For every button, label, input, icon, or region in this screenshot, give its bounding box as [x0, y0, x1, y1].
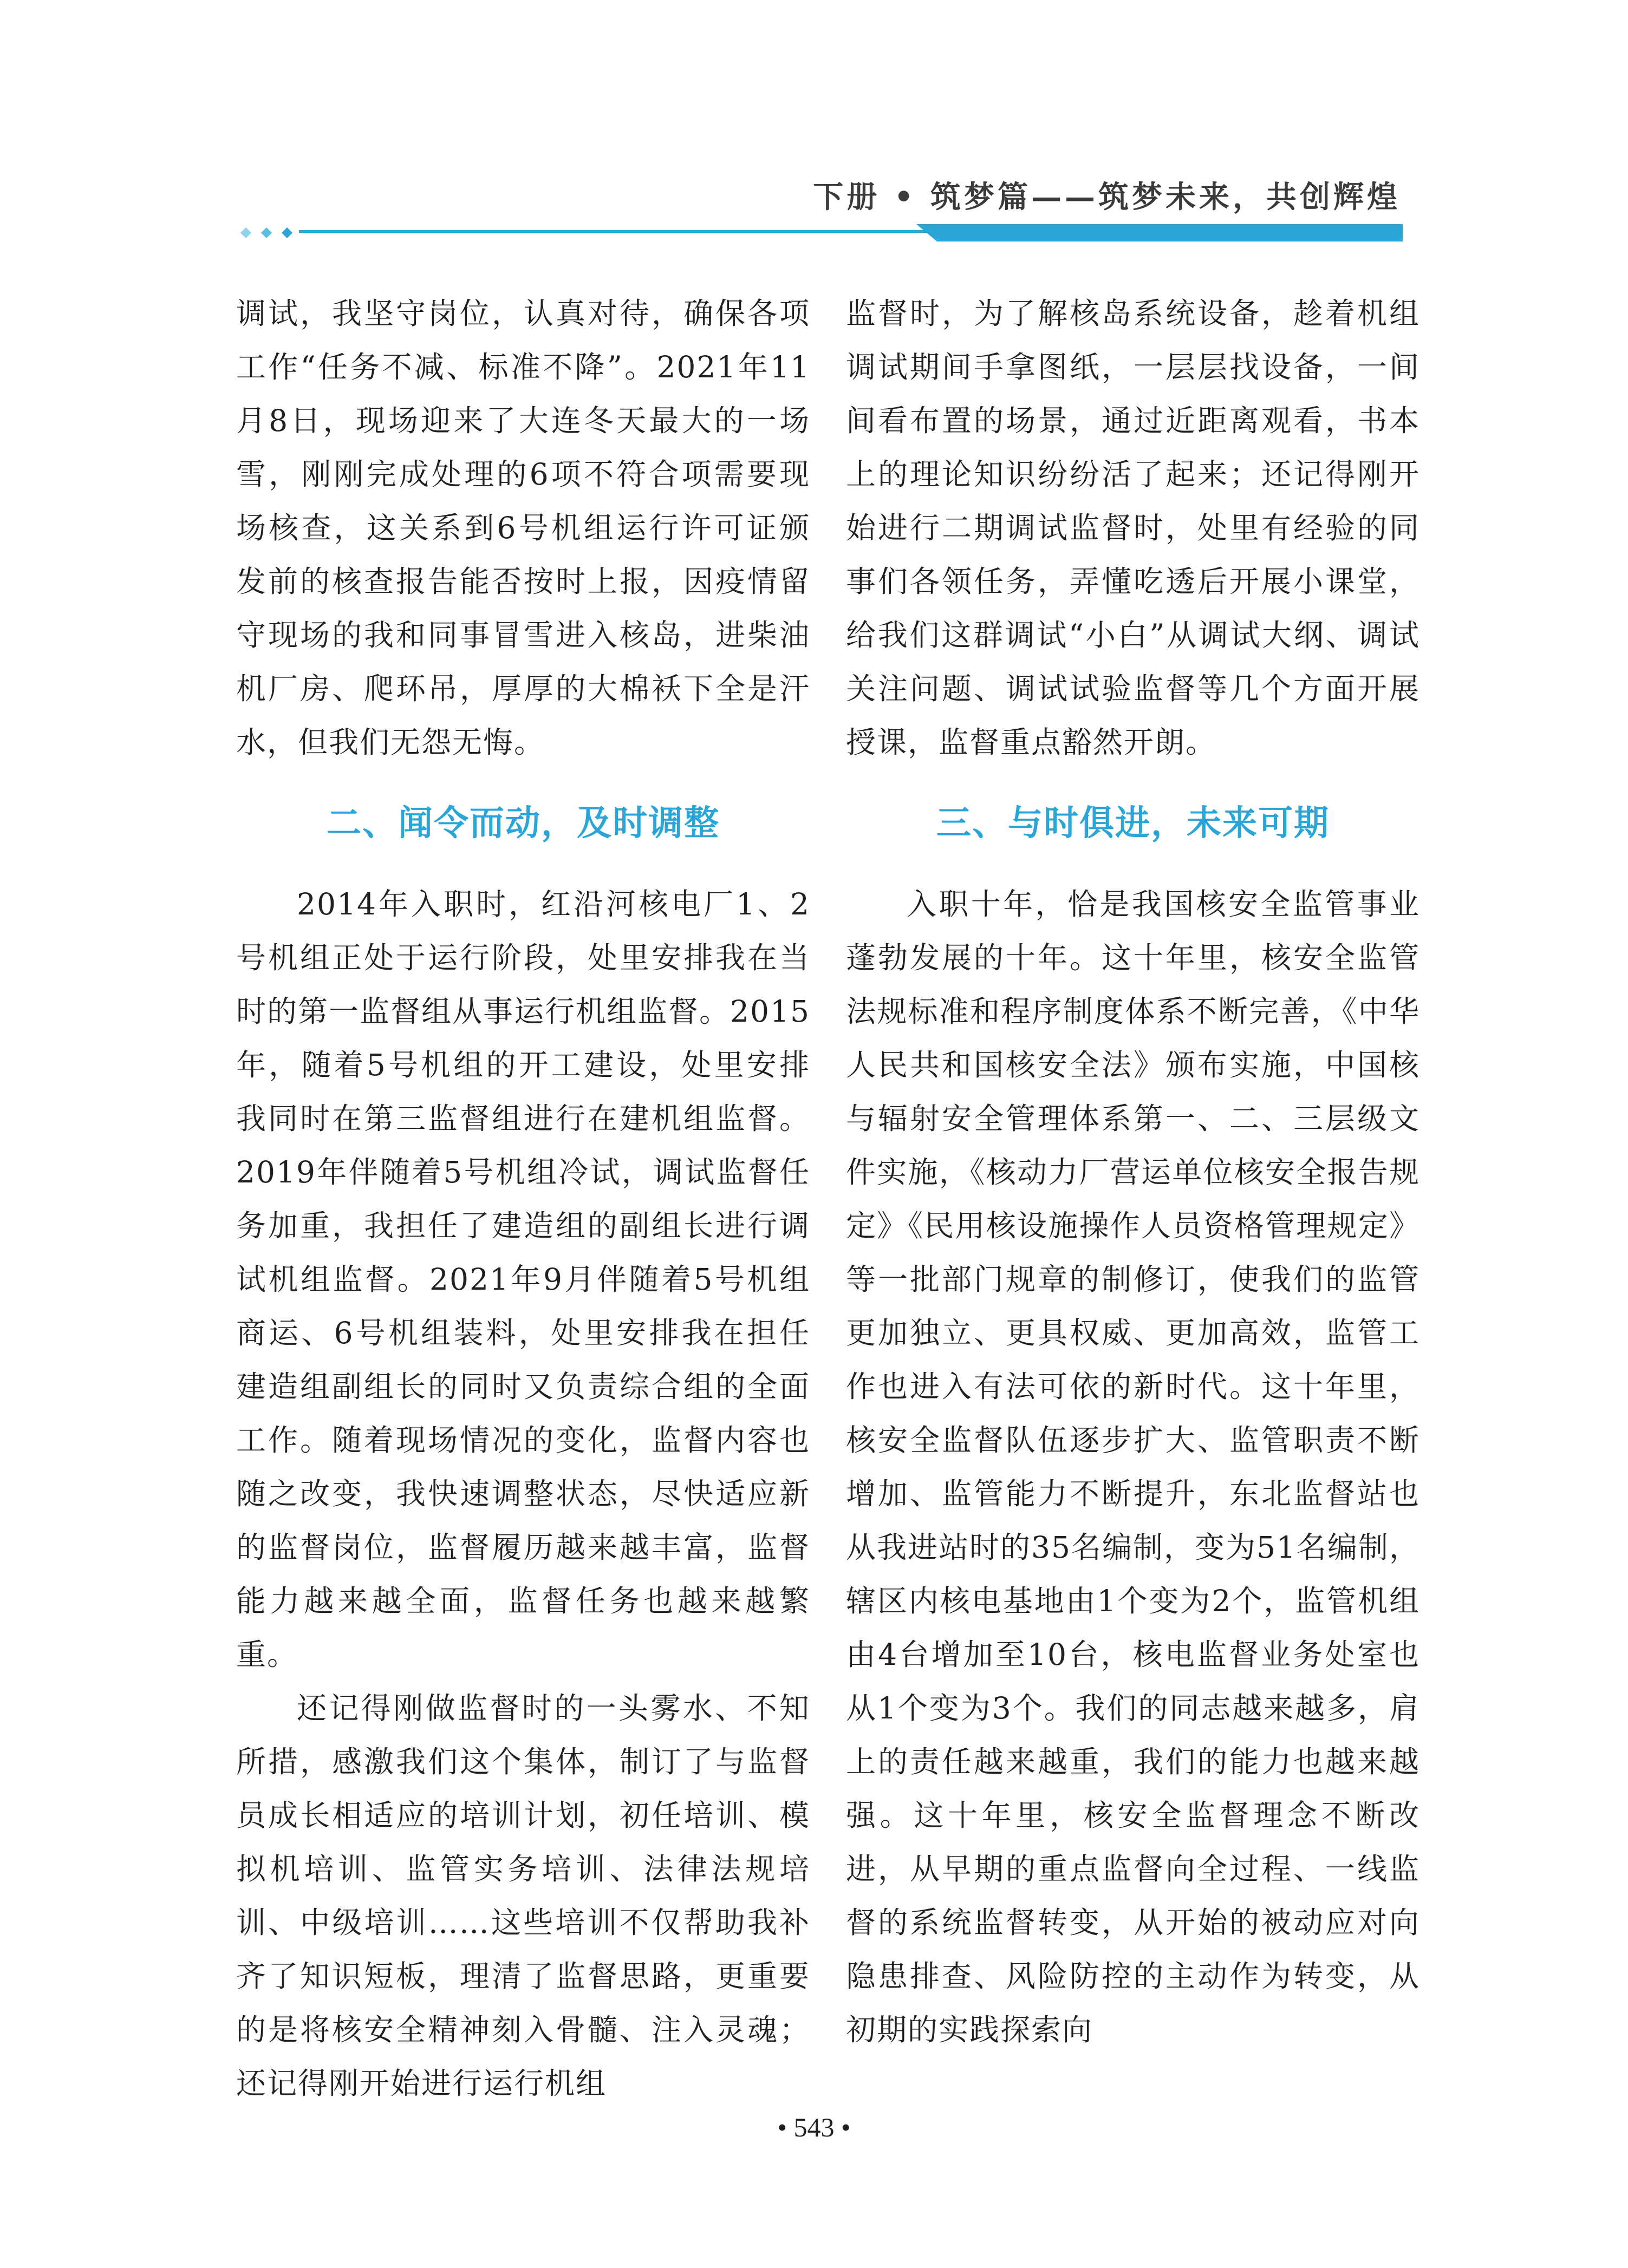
running-header-title: 下册 • 筑梦篇——筑梦未来，共创辉煌	[813, 179, 1401, 215]
left-paragraph-2: 2014年入职时，红沿河核电厂1、2号机组正处于运行阶段，处里安排我在当时的第一监督组从事运行机组监督。2015年，随着5号机组的开工建设，处里安排我同时在第三监督组进行在建机组监督。2019年伴随着5号机组冷试，调试监督任务加重，我担任了建造组的副组长进行调试机组监督。2021年9月伴随着5号机组商运、6号机组装料，处里安排我在担任建造组副组长的同时又负责综合组的全面工作。随着现场情况的变化，监督内容也随之改变，我快速调整状态，尽快适应新的监督岗位，监督履历越来越丰富，监督能力越来越全面，监督任务也越来越繁重。	[236, 887, 810, 1672]
section-title-2: 二、闻令而动，及时调整	[327, 803, 720, 844]
left-paragraph-1: 调试，我坚守岗位，认真对待，确保各项工作“任务不减、标准不降”。2021年11月8日，现场迎来了大连冬天最大的一场雪，刚刚完成处理的6项不符合项需要现场核查，这关系到6号机组运行许可证颁发前的核查报告能否按时上报，因疫情留守现场的我和同事冒雪进入核岛，进柴油机厂房、爬环吊，厚厚的大棉袄下全是汗水，但我们无怨无悔。	[236, 296, 810, 760]
diamond-icon	[261, 227, 272, 238]
header-thin-line	[299, 230, 927, 233]
right-column	[846, 287, 1420, 2057]
diamond-icon	[240, 227, 251, 238]
page-number: • 543 •	[777, 2112, 851, 2142]
header-decorative-rule	[233, 223, 1403, 243]
header-thick-band	[916, 224, 1403, 241]
right-paragraph-1: 监督时，为了解核岛系统设备，趁着机组调试期间手拿图纸，一层层找设备，一间间看布置的场景，通过近距离观看，书本上的理论知识纷纷活了起来；还记得刚开始进行二期调试监督时，处里有经验的同事们各领任务，弄懂吃透后开展小课堂，给我们这群调试“小白”从调试大纲、调试关注问题、调试试验监督等几个方面开展授课，监督重点豁然开朗。	[846, 296, 1420, 760]
right-paragraph-2: 入职十年，恰是我国核安全监管事业蓬勃发展的十年。这十年里，核安全监管法规标准和程序制度体系不断完善，《中华人民共和国核安全法》颁布实施，中国核与辐射安全管理体系第一、二、三层级文件实施，《核动力厂营运单位核安全报告规定》《民用核设施操作人员资格管理规定》等一批部门规章的制修订，使我们的监管更加独立、更具权威、更加高效，监管工作也进入有法可依的新时代。这十年里，核安全监督队伍逐步扩大、监管职责不断增加、监管能力不断提升，东北监督站也从我进站时的35名编制，变为51名编制，辖区内核电基地由1个变为2个，监管机组由4台增加至10台，核电监督业务处室也从1个变为3个。我们的同志越来越多，肩上的责任越来越重，我们的能力也越来越强。这十年里，核安全监督理念不断改进，从早期的重点监督向全过程、一线监督的系统监督转变，从开始的被动应对向隐患排查、风险防控的主动作为转变，从初期的实践探索向	[846, 887, 1420, 2047]
section-title-3: 三、与时俱进，未来可期	[936, 803, 1330, 844]
diamond-icon	[282, 227, 292, 238]
left-column	[236, 287, 810, 2110]
left-paragraph-3: 还记得刚做监督时的一头雾水、不知所措，感激我们这个集体，制订了与监督员成长相适应的培训计划，初任培训、模拟机培训、监管实务培训、法律法规培训、中级培训……这些培训不仅帮助我补齐了知识短板，理清了监督思路，更重要的是将核安全精神刻入骨髓、注入灵魂；还记得刚开始进行运行机组	[236, 1691, 810, 2101]
